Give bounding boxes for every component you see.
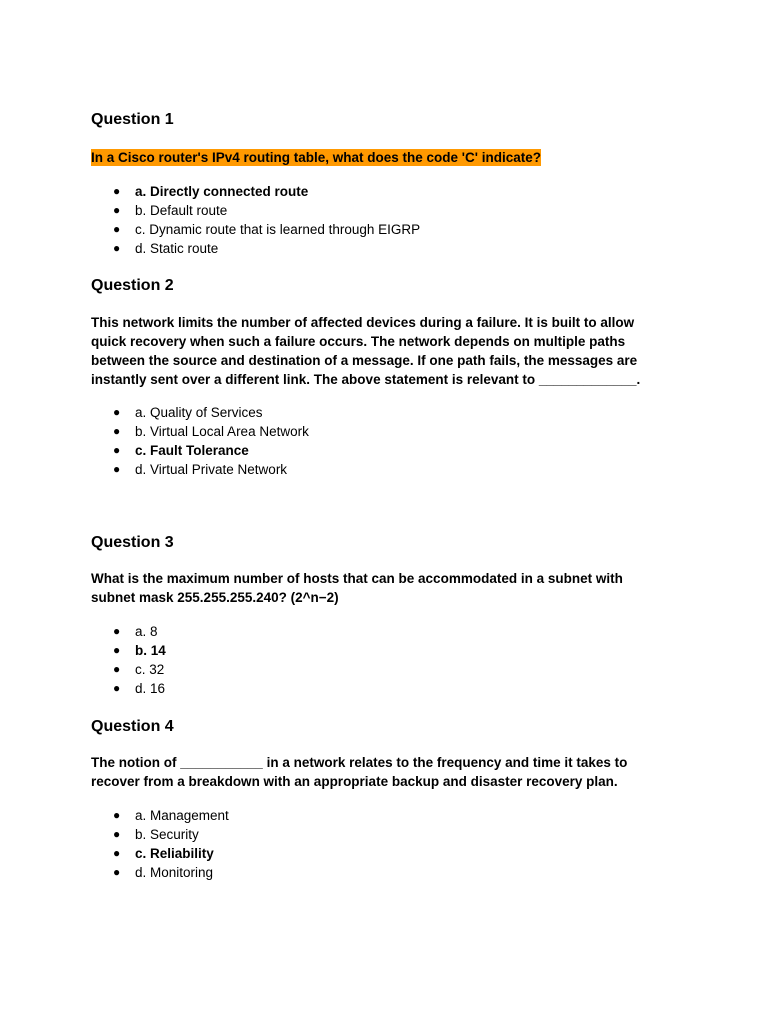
question-1-text xyxy=(91,148,671,167)
question-3-heading: Question 3 xyxy=(91,534,174,551)
bullet-icon: ● xyxy=(113,846,121,860)
option-item: ● c. Reliability xyxy=(113,846,214,861)
bullet-icon: ● xyxy=(113,405,121,419)
option-item: ● a. Directly connected route xyxy=(113,184,309,199)
bullet-icon: ● xyxy=(113,808,121,822)
bullet-icon: ● xyxy=(113,624,121,638)
question-1-highlight: In a Cisco router's IPv4 routing table, what does the code 'C' indicate? xyxy=(91,150,541,165)
question-4-text: The notion of ___________ in a network relates to the frequency and time it takes to recover from a breakdown with an appropriate backup and disaster recovery plan. xyxy=(91,755,628,789)
question-4-options xyxy=(91,806,229,882)
bullet-icon: ● xyxy=(113,443,121,457)
option-item: ● c. 32 xyxy=(113,662,165,677)
bullet-icon: ● xyxy=(113,865,121,879)
option-item: ● d. Virtual Private Network xyxy=(113,462,288,477)
option-item: ● d. Static route xyxy=(113,241,219,256)
question-1-heading: Question 1 xyxy=(91,111,174,128)
question-4-heading: Question 4 xyxy=(91,718,174,735)
question-3-text: What is the maximum number of hosts that can be accommodated in a subnet with subnet mask 255.255.255.240? (2^n−2) xyxy=(91,571,623,605)
option-item: ● b. 14 xyxy=(113,643,166,658)
bullet-icon: ● xyxy=(113,643,121,657)
option-item: ● a. Quality of Services xyxy=(113,405,263,420)
bullet-icon: ● xyxy=(113,222,121,236)
bullet-icon: ● xyxy=(113,203,121,217)
question-1-options xyxy=(91,182,420,258)
bullet-icon: ● xyxy=(113,462,121,476)
option-item: ● c. Dynamic route that is learned through EIGRP xyxy=(113,222,421,237)
option-item: ● b. Virtual Local Area Network xyxy=(113,424,309,439)
option-item: ● b. Default route xyxy=(113,203,228,218)
bullet-icon: ● xyxy=(113,241,121,255)
option-item: ● b. Security xyxy=(113,827,199,842)
option-item: ● d. Monitoring xyxy=(113,865,214,880)
question-2-text: This network limits the number of affected devices during a failure. It is built to allow quick recovery when such a failure occurs. The network depends on multiple paths between the source and destination of a message. If one path fails, the messages are instantly sent over a different link. The above statement is relevant to _____________. xyxy=(91,315,641,387)
option-item: ● c. Fault Tolerance xyxy=(113,443,249,458)
bullet-icon: ● xyxy=(113,184,121,198)
question-2-options xyxy=(91,403,309,479)
question-2-heading: Question 2 xyxy=(91,277,174,294)
bullet-icon: ● xyxy=(113,424,121,438)
bullet-icon: ● xyxy=(113,827,121,841)
question-3-options xyxy=(91,622,166,698)
bullet-icon: ● xyxy=(113,681,121,695)
option-item: ● d. 16 xyxy=(113,681,166,696)
option-item: ● a. 8 xyxy=(113,624,158,639)
bullet-icon: ● xyxy=(113,662,121,676)
option-item: ● a. Management xyxy=(113,808,229,823)
